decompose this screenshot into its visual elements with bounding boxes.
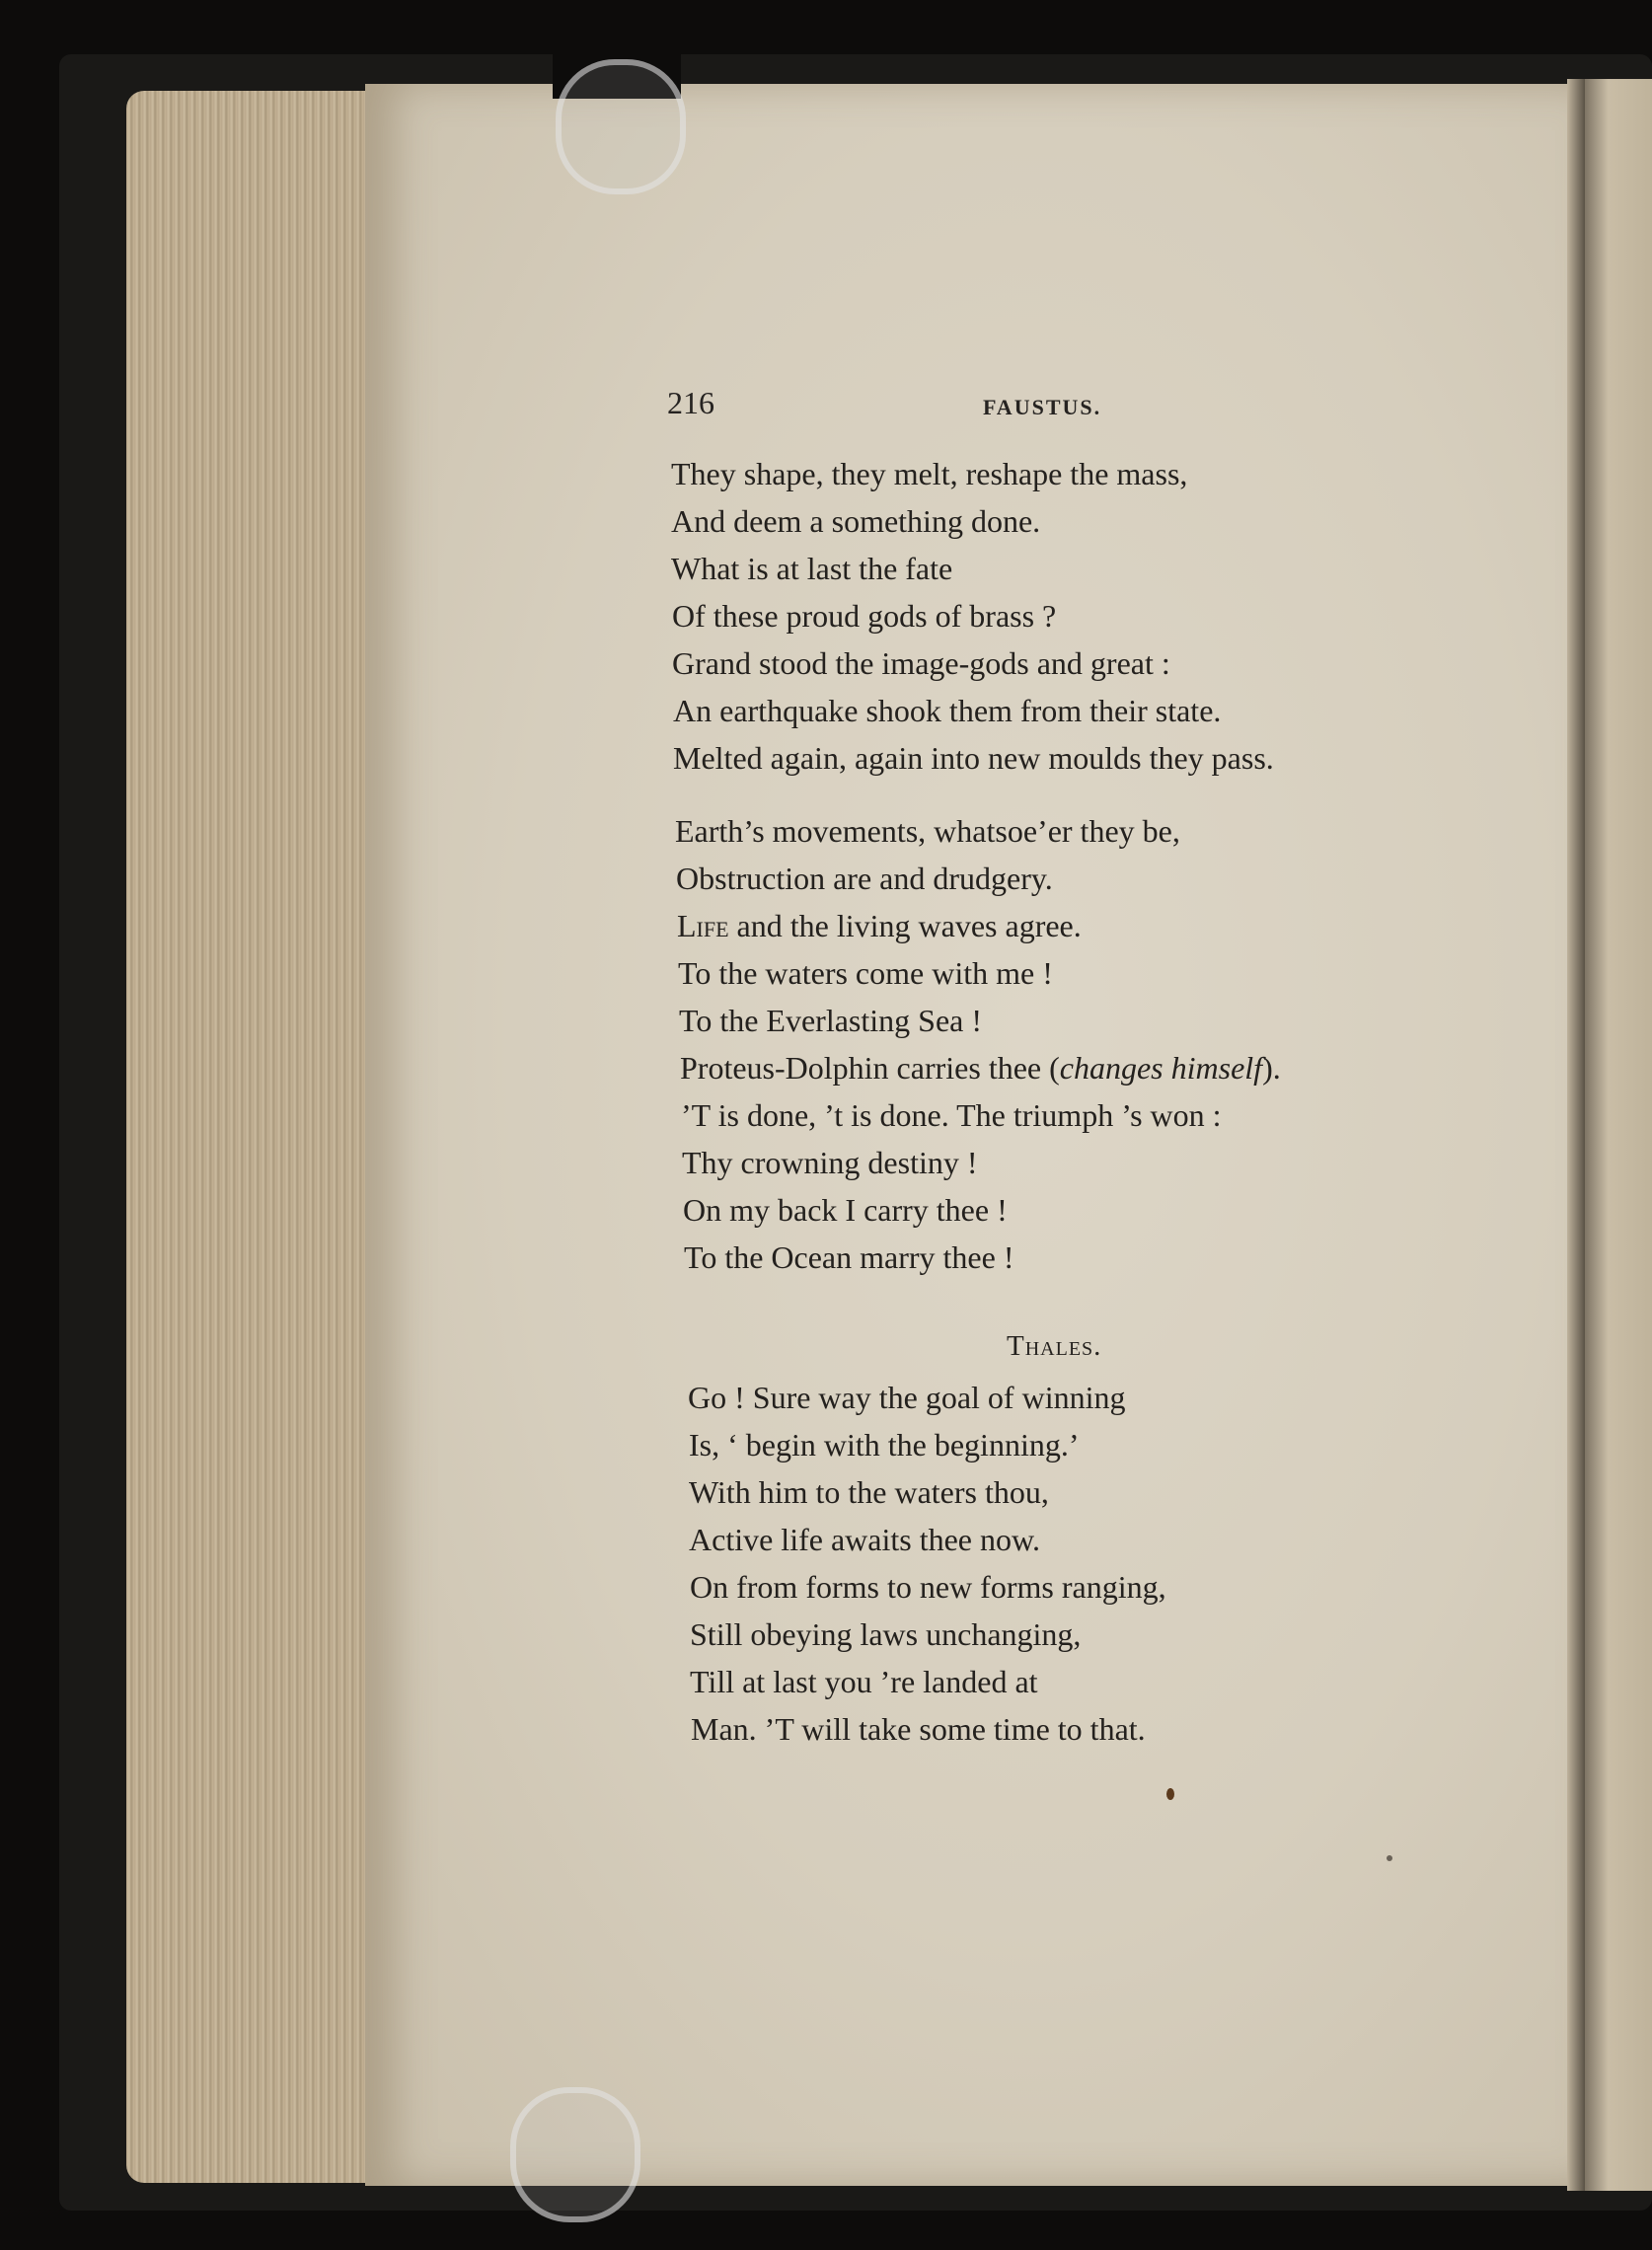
verse-line: What is at last the fate — [671, 551, 953, 586]
page-clip-bottom — [510, 2087, 640, 2222]
running-head: FAUSTUS. — [983, 395, 1102, 419]
verse-line: Man. ’T will take some time to that. — [691, 1711, 1146, 1747]
facing-page — [1579, 79, 1652, 2191]
verse-line: Is, ‘ begin with the beginning.’ — [689, 1427, 1080, 1462]
verse-line: Still obeying laws unchanging, — [690, 1616, 1082, 1652]
verse-line: Of these proud gods of brass ? — [672, 598, 1057, 634]
page-clip-top — [556, 59, 686, 194]
stage-direction: changes himself — [1059, 1050, 1263, 1086]
verse-line: And deem a something done. — [671, 503, 1041, 539]
verse-line: Life and the living waves agree. — [677, 908, 1082, 943]
verse-line: Obstruction are and drudgery. — [676, 861, 1053, 896]
verse-line: With him to the waters thou, — [689, 1474, 1049, 1510]
small-caps-word: Life — [677, 908, 729, 943]
page-edges — [126, 91, 385, 2183]
verse-line: To the waters come with me ! — [678, 955, 1053, 991]
page-header — [667, 385, 1121, 434]
paper-speck — [1387, 1855, 1392, 1861]
verse-line: To the Ocean marry thee ! — [684, 1239, 1014, 1275]
verse-line: On my back I carry thee ! — [683, 1192, 1008, 1228]
verse-line: Go ! Sure way the goal of winning — [688, 1380, 1126, 1415]
verse-line: Grand stood the image-gods and great : — [672, 645, 1170, 681]
speaker-name: Thales. — [1007, 1330, 1102, 1362]
book-gutter — [1567, 79, 1585, 2191]
verse-line: They shape, they melt, reshape the mass, — [671, 456, 1188, 491]
verse-line: An earthquake shook them from their state. — [673, 693, 1222, 728]
page-number: 216 — [667, 385, 714, 420]
verse-line: Till at last you ’re landed at — [690, 1664, 1038, 1699]
verse-line: Proteus-Dolphin carries thee (changes himself). — [680, 1050, 1281, 1086]
verse-line: Active life awaits thee now. — [689, 1522, 1041, 1557]
verse-line: Thy crowning destiny ! — [682, 1145, 978, 1180]
verse-line: Earth’s movements, whatsoe’er they be, — [675, 813, 1180, 849]
verse-line: On from forms to new forms ranging, — [690, 1569, 1166, 1605]
verse-line: Melted again, again into new moulds they pass. — [673, 740, 1274, 776]
verse-line: ’T is done, ’t is done. The triumph ’s won : — [681, 1097, 1222, 1133]
verse-line: To the Everlasting Sea ! — [679, 1003, 982, 1038]
paper-speck — [1166, 1788, 1174, 1800]
